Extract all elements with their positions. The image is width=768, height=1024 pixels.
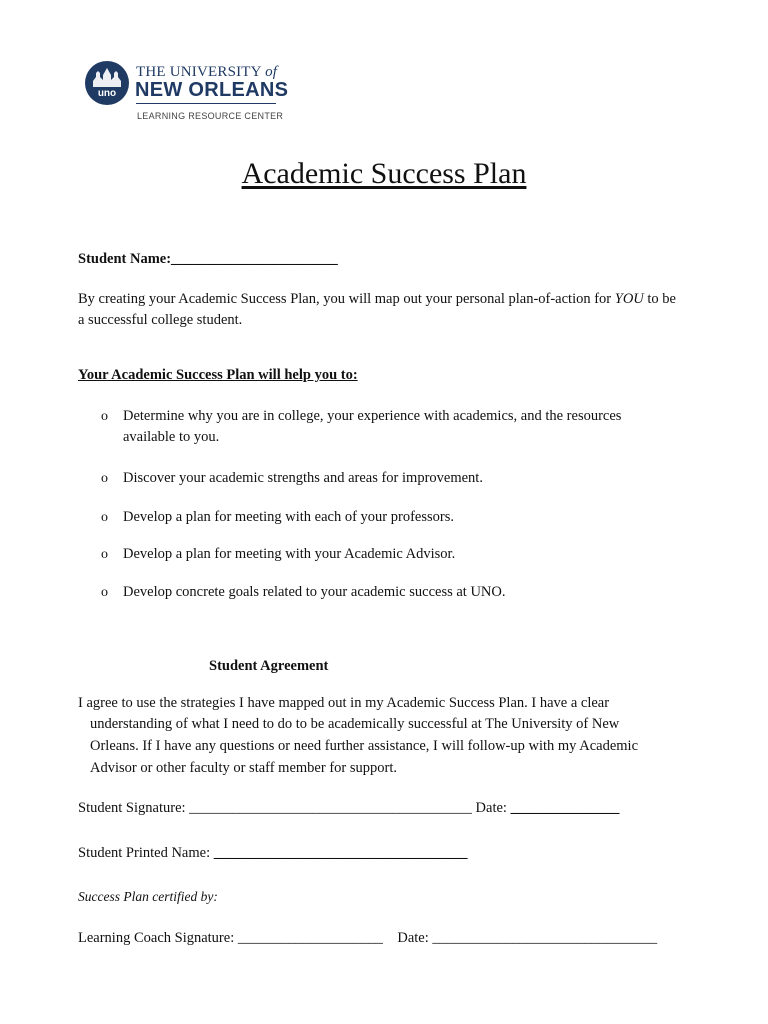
agreement-line-1: I agree to use the strategies I have mapped out in my Academic Success Plan. I have a clear [78,695,610,711]
agreement-line-4: Advisor or other faculty or staff member for support. [90,760,397,776]
date-label: Date: [471,800,511,816]
coach-signature-label: Learning Coach Signature: [78,930,238,946]
agreement-line-2: understanding of what I need to do to be academically successful at The University of New [90,716,620,732]
logo-department-line: LEARNING RESOURCE CENTER [137,111,284,121]
student-name-field[interactable]: Student Name:_______________________ [78,251,338,267]
university-logo [83,57,289,125]
coach-signature-row [78,928,657,949]
help-heading: Your Academic Success Plan will help you to: [78,367,358,383]
bullet-marker: o [101,510,108,525]
document-title: Academic Success Plan [241,157,527,190]
list-item-text: Develop a plan for meeting with your Academic Advisor. [123,546,456,562]
student-signature-label: Student Signature: [78,800,190,816]
list-item-text: Develop a plan for meeting with each of your professors. [123,509,454,525]
list-item-text: Discover your academic strengths and areas for improvement. [123,470,483,486]
bullet-marker: o [101,471,108,486]
list-item-text: Determine why you are in college, your experience with academics, and the resources [123,408,622,424]
coach-date-field[interactable]: _______________________________ [432,930,658,946]
logo-name-line: NEW ORLEANS [135,79,289,101]
student-signature-field[interactable]: _______________________________________ [189,800,472,816]
intro-paragraph-line-1: By creating your Academic Success Plan, you will map out your personal plan-of-action for YOU to be [78,291,676,307]
list-item-text: Develop concrete goals related to your academic success at UNO. [123,584,506,600]
bullet-marker: o [101,547,108,562]
bullet-marker: o [101,585,108,600]
date-field[interactable]: _______________ [510,800,620,816]
agreement-line-3: Orleans. If I have any questions or need further assistance, I will follow-up with my Academic [90,738,639,754]
printed-name-row [78,843,467,864]
coach-date-label: Date: [382,930,433,946]
printed-name-field[interactable]: ___________________________________ [213,845,468,861]
bullet-marker: o [101,409,108,424]
coach-signature-field[interactable]: ____________________ [237,930,383,946]
seal-text: uno [97,88,117,99]
logo-divider [136,103,276,104]
university-seal-icon [83,59,131,107]
list-item-text-continued: available to you. [123,429,220,445]
certified-by-label: Success Plan certified by: [78,889,218,904]
logo-university-line: THE UNIVERSITY of [136,64,278,80]
printed-name-label: Student Printed Name: [78,845,214,861]
intro-paragraph-line-2: a successful college student. [78,312,243,328]
agreement-heading: Student Agreement [209,658,329,674]
student-signature-row [78,798,619,819]
